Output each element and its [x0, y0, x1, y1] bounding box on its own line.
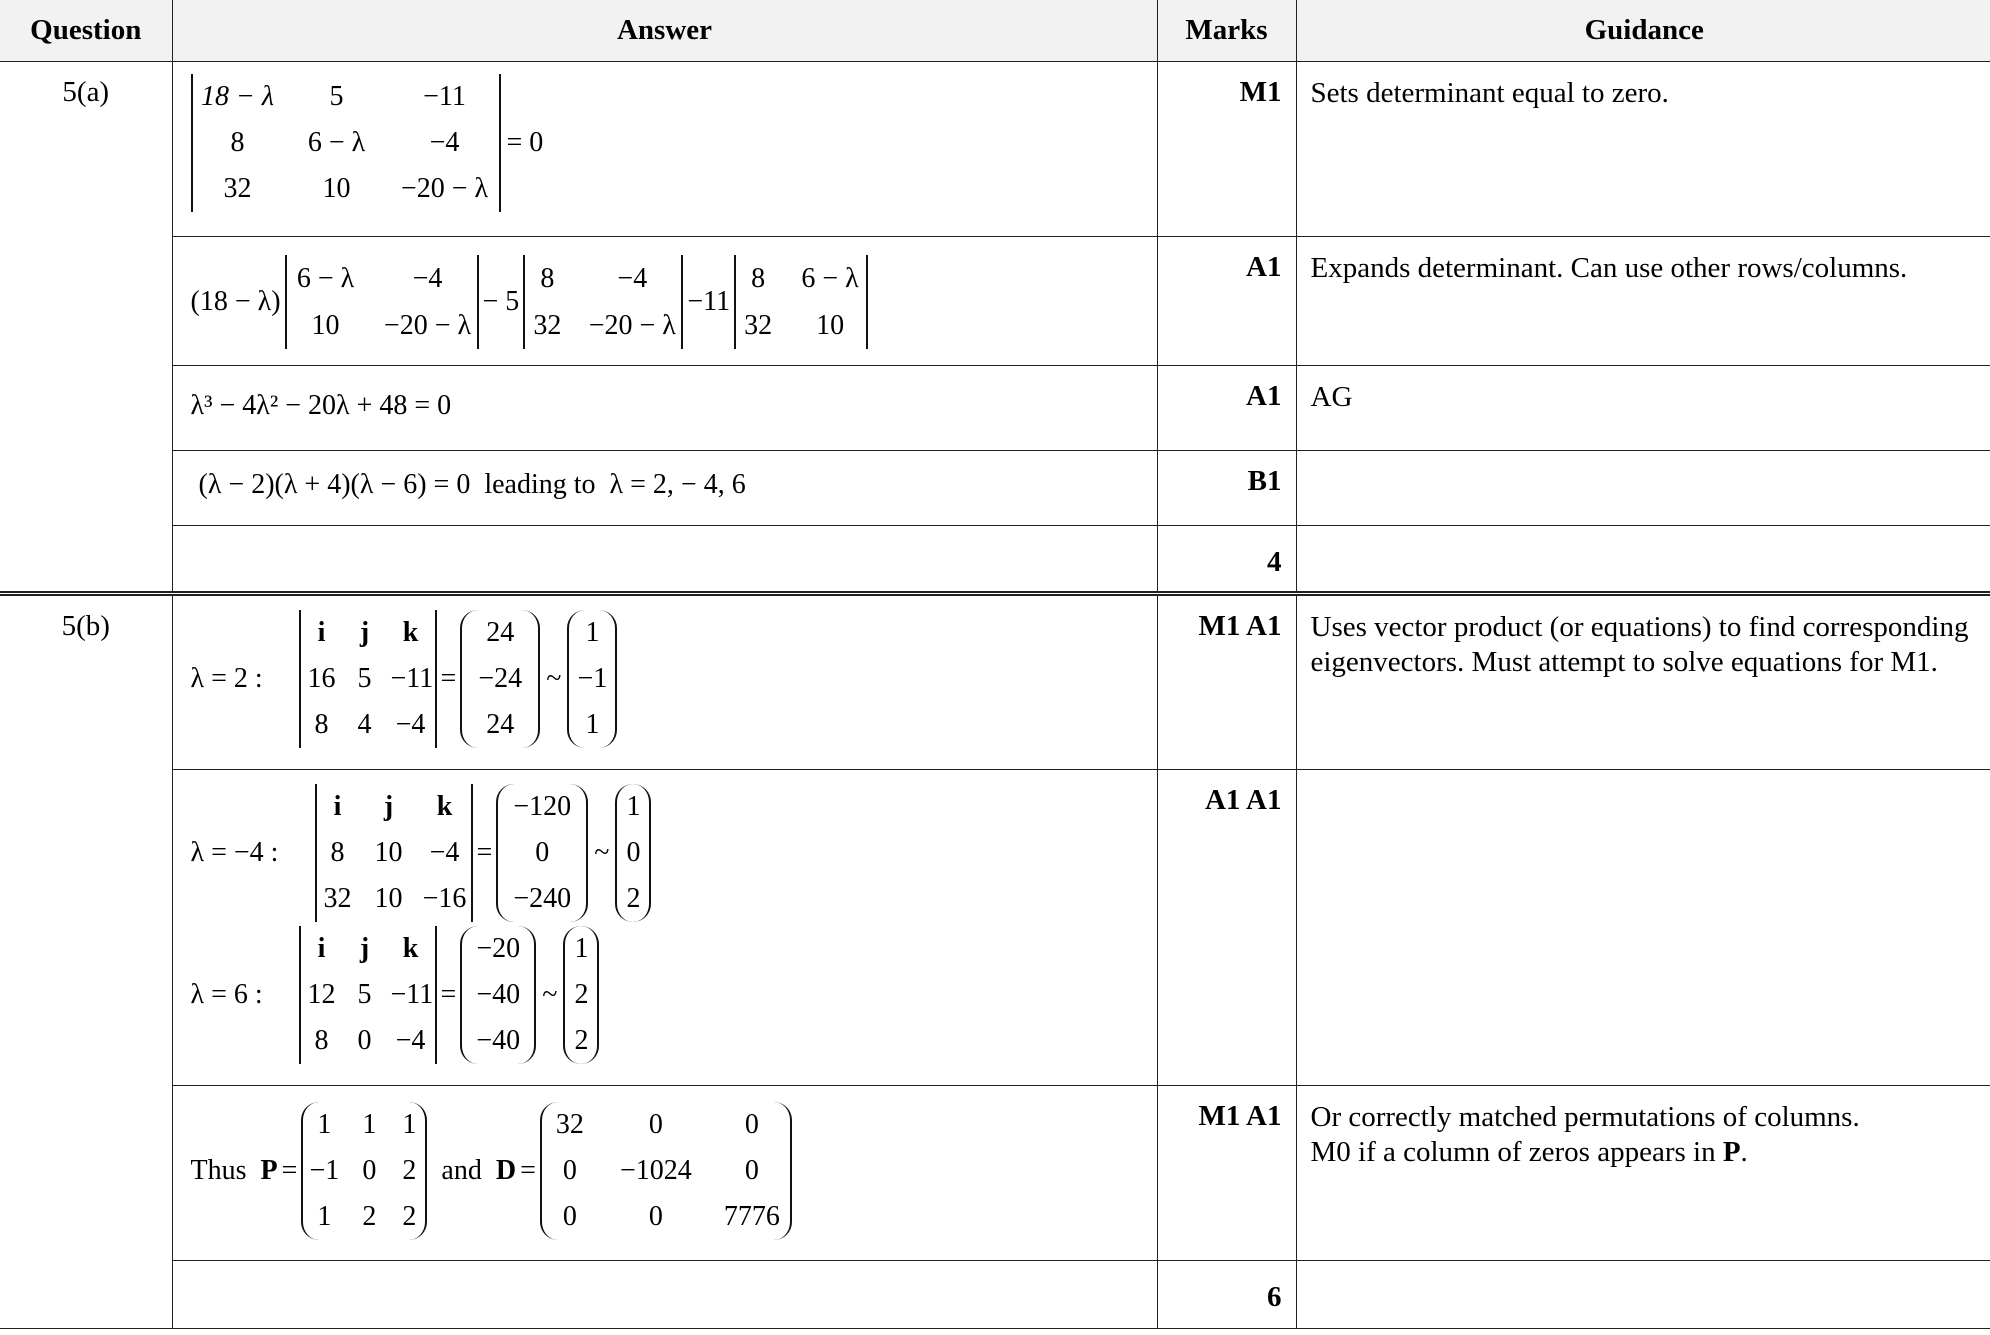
det-cell: −11 [390, 979, 434, 1010]
matrix-cell: 1 [317, 1201, 332, 1232]
vector-cell: 2 [574, 1025, 589, 1056]
minor-2 [523, 255, 683, 349]
row-5b-3 [0, 1086, 1990, 1261]
det-cell: k [402, 933, 419, 964]
answer-5b-2 [172, 770, 1157, 1086]
det-cell: k [436, 791, 453, 822]
row-5a-2 [0, 237, 1990, 366]
guidance-bold-p: P [1722, 1136, 1741, 1168]
eigenvalue-label-2: λ = 2 : [190, 663, 263, 694]
det-cell: 8 [540, 263, 555, 294]
matrix-cell: −1 [309, 1155, 340, 1186]
guidance-text: . [1740, 1136, 1748, 1168]
equals-sign: = [281, 1155, 298, 1186]
matrix-cell: 2 [362, 1201, 377, 1232]
vector-cell: 2 [574, 979, 589, 1010]
coefficient-minus-5: − 5 [482, 286, 520, 317]
header-row [0, 0, 1990, 62]
det-cell: i [333, 791, 342, 822]
guidance-5b-3-line2 [1311, 1135, 1990, 1170]
row-5b-total [0, 1261, 1990, 1329]
row-5a-total [0, 526, 1990, 594]
matrix-cell: 0 [648, 1109, 663, 1140]
vector-cell: 24 [486, 709, 515, 740]
eigenvector-6 [563, 926, 599, 1064]
det-cell: 18 − λ [200, 81, 275, 112]
and-label: and [441, 1155, 482, 1186]
det-cell: −11 [423, 81, 466, 112]
answer-5b-total [172, 1261, 1157, 1329]
guidance-5a-4 [1296, 451, 1990, 526]
det-cell: −20 − λ [588, 310, 676, 341]
minor-3 [734, 255, 868, 349]
eigenvector-2 [567, 610, 617, 748]
marks-5a-4: B1 [1157, 451, 1296, 526]
determinant-5a [191, 74, 501, 212]
header-question: Question [0, 0, 172, 62]
cross-product-det-minus-4 [315, 784, 473, 922]
eigenvalue-label-6: λ = 6 : [190, 979, 263, 1010]
det-cell: 4 [357, 709, 372, 740]
question-label-5a: 5(a) [0, 62, 172, 594]
det-cell: 10 [374, 883, 403, 914]
vector-product-6 [460, 926, 536, 1064]
row-5b-2 [0, 770, 1990, 1086]
row-5a-3 [0, 366, 1990, 451]
marks-5b-total: 6 [1157, 1261, 1296, 1329]
vector-cell: −240 [513, 883, 572, 914]
det-cell: −20 − λ [400, 173, 489, 204]
det-cell: −4 [617, 263, 648, 294]
vector-cell: −40 [476, 979, 521, 1010]
row-5a-4 [0, 451, 1990, 526]
det-cell: 8 [314, 709, 329, 740]
det-cell: j [359, 617, 370, 648]
det-cell: k [402, 617, 419, 648]
det-cell: 8 [330, 837, 345, 868]
vector-cell: 1 [585, 617, 600, 648]
det-cell: 8 [230, 127, 245, 158]
det-cell: 6 − λ [307, 127, 366, 158]
cross-product-det-6 [299, 926, 437, 1064]
cross-product-det-2 [299, 610, 437, 748]
vector-cell: 1 [626, 791, 641, 822]
vector-cell: −24 [478, 663, 523, 694]
answer-5b-3 [172, 1086, 1157, 1261]
marks-5b-1: M1 A1 [1157, 594, 1296, 770]
vector-cell: 1 [574, 933, 589, 964]
similar-sign: ~ [542, 979, 558, 1010]
header-answer: Answer [172, 0, 1157, 62]
guidance-text: M0 if a column of zeros appears in [1310, 1136, 1723, 1168]
det-cell: 32 [533, 310, 562, 341]
coefficient-minus-11: −11 [687, 286, 731, 317]
marks-5b-2: A1 A1 [1157, 770, 1296, 1086]
guidance-5b-3-line1: Or correctly matched permutations of columns. [1310, 1101, 1860, 1133]
guidance-5b-total [1296, 1261, 1990, 1329]
eigenvector-minus-4 [615, 784, 651, 922]
similar-sign: ~ [546, 663, 562, 694]
det-cell: 32 [323, 883, 352, 914]
matrix-cell: 0 [362, 1155, 377, 1186]
det-cell: −11 [390, 663, 434, 694]
det-cell: 10 [816, 310, 845, 341]
vector-cell: 2 [626, 883, 641, 914]
det-cell: 32 [223, 173, 252, 204]
header-guidance: Guidance [1296, 0, 1990, 62]
guidance-5b-1: Uses vector product (or equations) to find corresponding eigenvectors. Must attempt to solve equations for M1. [1296, 594, 1990, 770]
vector-cell: 0 [535, 837, 550, 868]
det-cell: 32 [744, 310, 773, 341]
det-cell: −4 [429, 837, 460, 868]
det-cell: j [383, 791, 394, 822]
det-cell: 5 [357, 979, 372, 1010]
det-cell: 16 [307, 663, 336, 694]
question-label-5b: 5(b) [0, 594, 172, 1329]
equals-sign: = [440, 979, 457, 1010]
guidance-5a-total [1296, 526, 1990, 594]
vector-cell: 24 [486, 617, 515, 648]
matrix-cell: 0 [648, 1201, 663, 1232]
vector-product-2 [460, 610, 540, 748]
det-cell: i [317, 617, 326, 648]
det-cell: 10 [374, 837, 403, 868]
answer-5a-4 [172, 451, 1157, 526]
eigenvalues-result: (λ − 2)(λ + 4)(λ − 6) = 0 leading to λ = 2, − 4, 6 [198, 469, 746, 500]
matrix-cell: 0 [562, 1201, 577, 1232]
matrix-d [540, 1102, 792, 1240]
det-cell: −4 [429, 127, 460, 158]
guidance-5a-3: AG [1296, 366, 1990, 451]
matrix-p-label: P [260, 1155, 278, 1186]
thus-label: Thus [190, 1155, 247, 1186]
det-cell: 10 [322, 173, 351, 204]
det-cell: 12 [307, 979, 336, 1010]
matrix-cell: 1 [402, 1109, 417, 1140]
matrix-cell: 0 [562, 1155, 577, 1186]
matrix-d-label: D [495, 1155, 517, 1186]
det-cell: −20 − λ [383, 310, 472, 341]
vector-cell: 1 [585, 709, 600, 740]
equals-sign: = [440, 663, 457, 694]
det-cell: −16 [422, 883, 467, 914]
det-cell: 5 [329, 81, 344, 112]
det-cell: 8 [751, 263, 766, 294]
guidance-5a-2: Expands determinant. Can use other rows/columns. [1296, 237, 1990, 366]
marks-5a-total: 4 [1157, 526, 1296, 594]
det-cell: 0 [357, 1025, 372, 1056]
eigenvalue-label-minus-4: λ = −4 : [190, 837, 279, 868]
marks-5a-1: M1 [1157, 62, 1296, 237]
vector-cell: −20 [476, 933, 521, 964]
marks-5a-2: A1 [1157, 237, 1296, 366]
det-cell: 6 − λ [296, 263, 355, 294]
marks-5b-3: M1 A1 [1157, 1086, 1296, 1261]
matrix-cell: 1 [362, 1109, 377, 1140]
answer-5a-1 [172, 62, 1157, 237]
equals-sign: = [520, 1155, 536, 1186]
det-cell: j [359, 933, 370, 964]
equals-sign: = [476, 837, 493, 868]
matrix-cell: −1024 [619, 1155, 692, 1186]
det-cell: −4 [412, 263, 443, 294]
matrix-cell: 7776 [723, 1201, 780, 1232]
answer-5a-3 [172, 366, 1157, 451]
vector-cell: −120 [513, 791, 572, 822]
expansion-lead: (18 − λ) [190, 286, 281, 317]
similar-sign: ~ [594, 837, 610, 868]
guidance-5b-2 [1296, 770, 1990, 1086]
matrix-cell: 0 [744, 1109, 759, 1140]
det-cell: 6 − λ [801, 263, 859, 294]
answer-5b-1 [172, 594, 1157, 770]
answer-5a-2 [172, 237, 1157, 366]
matrix-cell: 1 [317, 1109, 332, 1140]
vector-cell: −40 [476, 1025, 521, 1056]
det-cell: −4 [395, 1025, 426, 1056]
matrix-cell: 32 [555, 1109, 584, 1140]
marks-5a-3: A1 [1157, 366, 1296, 451]
guidance-5b-3 [1296, 1086, 1990, 1261]
vector-cell: −1 [577, 663, 608, 694]
minor-1 [285, 255, 479, 349]
row-5b-1 [0, 594, 1990, 770]
vector-cell: 0 [626, 837, 641, 868]
guidance-5a-1: Sets determinant equal to zero. [1296, 62, 1990, 237]
det-cell: 10 [311, 310, 340, 341]
vector-product-minus-4 [496, 784, 588, 922]
row-5a-1 [0, 62, 1990, 237]
matrix-cell: 0 [744, 1155, 759, 1186]
equals-zero: = 0 [506, 127, 544, 158]
answer-5a-total [172, 526, 1157, 594]
matrix-p [301, 1102, 427, 1240]
characteristic-equation: λ³ − 4λ² − 20λ + 48 = 0 [190, 390, 452, 421]
header-marks: Marks [1157, 0, 1296, 62]
det-cell: −4 [395, 709, 426, 740]
matrix-cell: 2 [402, 1155, 417, 1186]
det-cell: 5 [357, 663, 372, 694]
det-cell: i [317, 933, 326, 964]
det-cell: 8 [314, 1025, 329, 1056]
matrix-cell: 2 [402, 1201, 417, 1232]
